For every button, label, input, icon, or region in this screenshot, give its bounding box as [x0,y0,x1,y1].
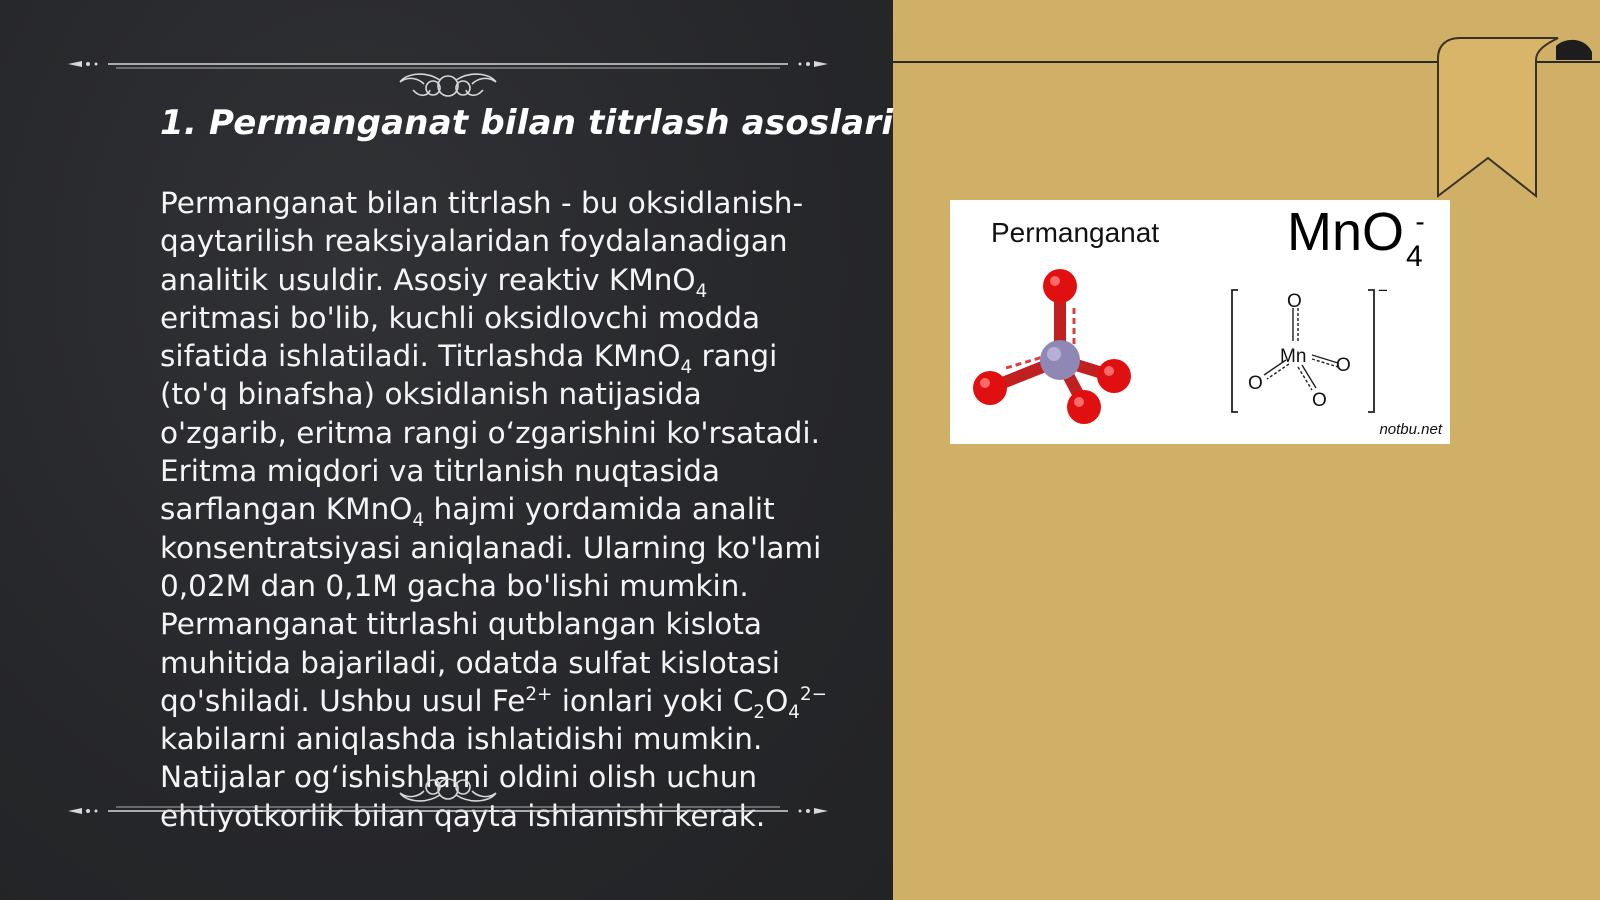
atom-mn: Mn [1280,346,1307,367]
figure-credit: notbu.net [1379,421,1442,438]
permanganate-figure [950,200,1450,444]
structural-formula-atoms [1248,281,1388,411]
top-ornament-divider [68,52,828,102]
figure-label: Permanganat [991,217,1160,248]
atom-o-bottom: O [1312,390,1327,411]
charge-sign: − [1378,281,1388,300]
slide-body-text: Permanganat bilan titrlash - bu oksidlanish- qaytarilish reaksiyalaridan foydalanadigan analitik usuldir. Asosiy reaktiv KMnO$_4$ eritmasi bo'lib, kuchli oksidlovchi modda sifatida ishlatiladi. Titrlashda KMnO$_4$ rangi (to'q binafsha) oksidlanish natijasida o'zgarib, eritma rangi oʻzgarishini ko'rsatadi. Eritma miqdori va titrlanish nuqtasida sarflangan KMnO$_4$ hajmi yordamida analit konsentratsiyasi aniqlanadi. Ularning ko'lami 0,02M dan 0,1M gacha bo'lishi mumkin. Permanganat titrlashi qutblangan kislota muhitida bajariladi, odatda sulfat kislotasi qo'shiladi. Ushbu usul $Fe^{2+}$ ionlari yoki $C_2O_4^{2-}$ kabilarni aniqlashda ishlatidishi mumkin. Natijalar ogʻishishlarni oldini olish uchun ehtiyotkorlik bilan qayta ishlanishi kerak. [160,186,827,833]
atom-o-top: O [1287,291,1302,312]
atom-o-right: O [1336,355,1351,376]
ball-and-stick-model [973,269,1131,424]
bottom-ornament-divider [68,775,828,825]
atom-o-left: O [1248,373,1263,394]
slide-title: 1. Permanganat bilan titrlash asoslari [160,103,894,143]
bookmark-ribbon-icon [1436,36,1596,198]
formula-mno4: MnO$_4$ - [1287,202,1425,273]
